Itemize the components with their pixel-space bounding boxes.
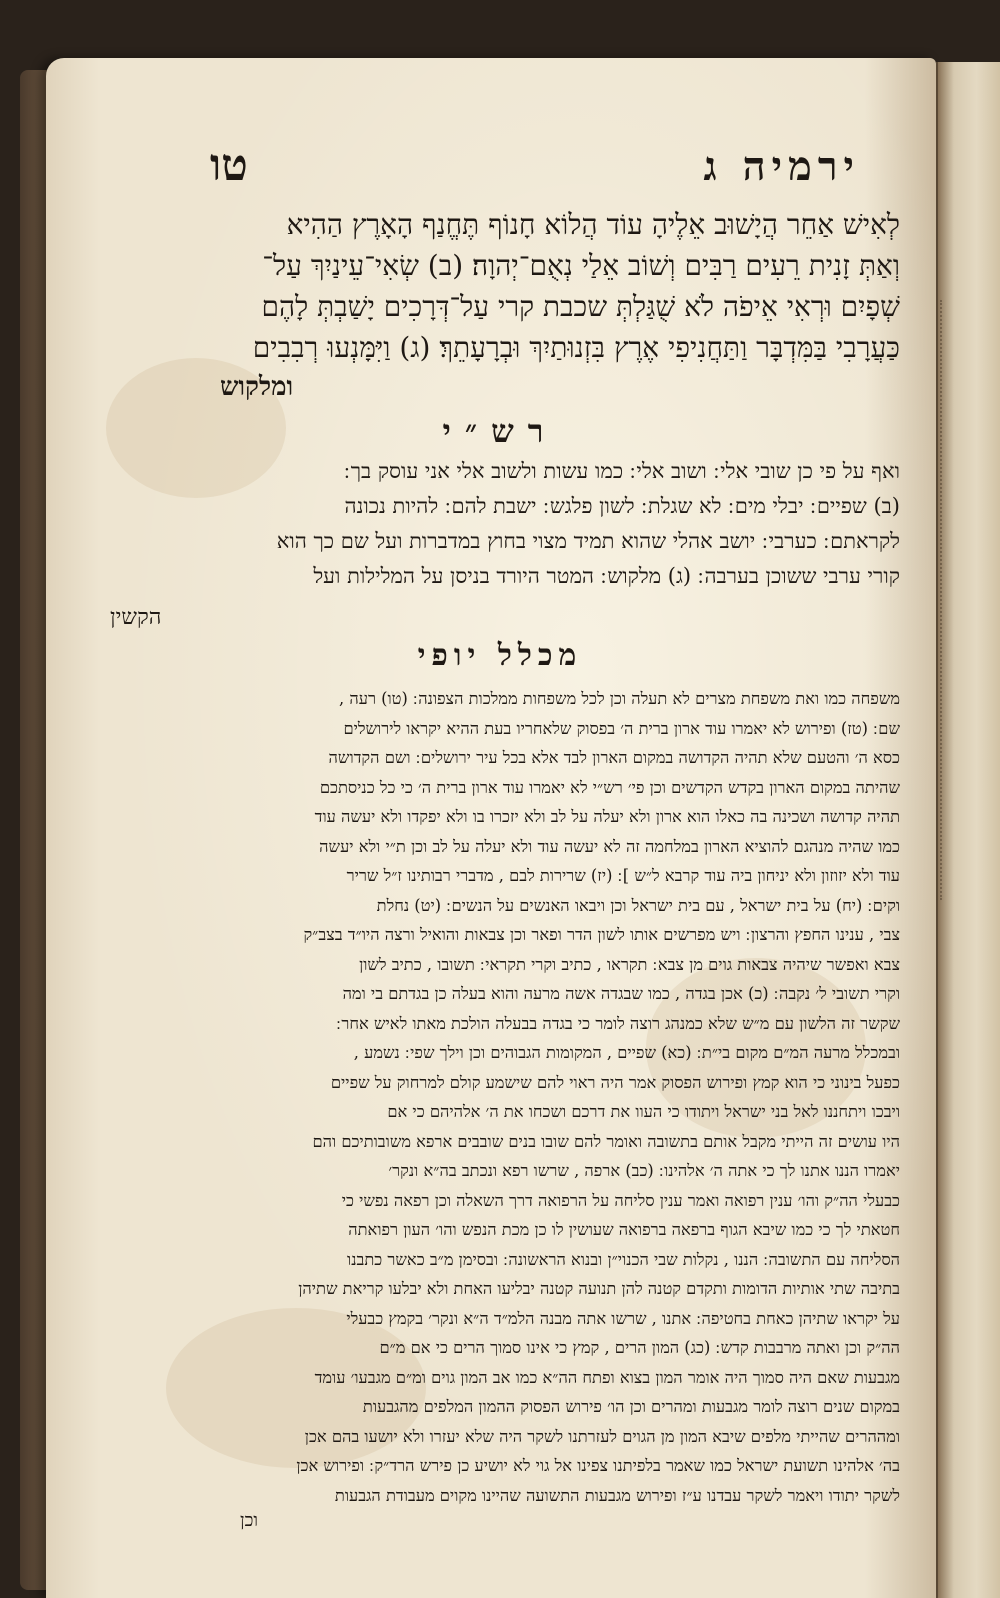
commentary-line: עוד ולא יזוזון ולא יניחון ביה עוד קרבא ל״ש ] ׃ (יז) שרירות לבם , מדברי רבותינו ז״ל שריר (346, 866, 900, 885)
commentary-line: בה׳ אלהינו תשועת ישראל כמו שאמר בלפיתנו צפינו אל גוי לא יושיע כן פירש הרד״ק ׃ ופירוש אכן (296, 1456, 900, 1475)
commentary-line: משפחה כמו ואת משפחת מצרים לא תעלה וכן לכל משפחות ממלכות הצפונה ׃ (טו) רעה , (339, 689, 900, 708)
rashi-line: לקראתם ׃ כערבי ׃ יושב אהלי שהוא תמיד מצוי בחוץ במדברות ועל שם כך הוא (276, 529, 900, 553)
commentary-line: תהיה קדושה ושכינה בה כאלו הוא ארון ולא יעלה על לב ולא יזכרו בו ולא יפקדו ולא יעשה עוד (314, 807, 900, 826)
commentary-line: ומההרים שהייתי מלפים שיבא המון מן הגוים לעזרתנו לשקר היה שלא יעזרו ולא יושעו בהם אכן (304, 1426, 900, 1446)
page-content (100, 140, 900, 1538)
commentary-line: כסא ה׳ והטעם שלא תהיה הקדושה במקום הארון לבד אלא בכל עיר ירושלים ׃ ושם הקדושה (328, 748, 900, 767)
commentary-line: כמו שהיה מנהגם להוציא הארון במלחמה זה לא יעשה עוד ולא יעלה על לב וכן ת״י ולא יעשה (319, 836, 900, 856)
verse-catchword: ומלקוש (220, 372, 294, 402)
commentary-line: על יקראו שתיהן כאחת בחטיפה ׃ אתנו , שרשו אתה מבנה הלמ״ד ה״א ונקר׳ בקמץ כבעלי (346, 1308, 900, 1328)
verse-line: כַּעֲרָבִי בַּמִּדְבָּר וַתַּחֲנִיפִי אֶרֶץ בִּזְנוּתַיִךְ וּבְרָעָתֵךְ׃ (ג) וַיִּמָּנְעוּ רְבִבִים (252, 331, 900, 364)
rashi-line: קורי ערבי ששוכן בערבה ׃ (ג) מלקוש ׃ המטר היורד בניסן על המלילות ועל (313, 564, 900, 588)
commentary-line: מגבעות שאם היה סמוך היה אומר המון בצוא ופתח הה״א כמו אב המון גוים ומ״ם מגבעו׳ עומד (314, 1367, 900, 1387)
michlal-yofi-commentary (100, 684, 900, 1510)
page-number: טו (210, 140, 248, 191)
commentary-line: צבי , ענינו החפץ והרצון ׃ ויש מפרשים אותו לשון הדר ופאר וכן צבאות והואיל ורצה היו״ד בצב״ק (303, 925, 900, 944)
commentary-line: ויבכו ויתחננו לאל בני ישראל ויתודו כי העוו את דרכם ושכחו את ה׳ אלהיהם כי אם (387, 1102, 900, 1121)
commentary-line: יאמרו הננו אתנו לך כי אתה ה׳ אלהינו ׃ (כב) ארפה , שרשו רפא ונכתב בה״א ונקר׳ (388, 1161, 900, 1180)
verse-line: וְאַתְּ זָנִית רֵעִים רַבִּים וְשׁוֹב אֵלַי נְאֻם־יְהוָה׃ (ב) שְׂאִי־עֵינַיִךְ עַל־ (262, 249, 900, 282)
rashi-commentary (100, 454, 900, 604)
commentary-line: צבא ואפשר שיהיה צבאות גוים מן צבא ׃ תקראו , כתיב וקרי תקראי ׃ תשובו , כתיב לשון (359, 954, 900, 974)
rashi-title: רש״י (442, 412, 558, 450)
commentary-line: היו עושים זה הייתי מקבל אותם בתשובה ואומר להם שובו בנים שובבים ארפא משובותיכם והם (312, 1131, 900, 1151)
page-edge-marks (940, 300, 950, 900)
rashi-line: (ב) שפיים ׃ יבלי מים ׃ לא שגלת ׃ לשון פלגש ׃ ישבת להם ׃ להיות נכונה (344, 494, 900, 518)
rashi-catchword: הקשין (110, 605, 162, 630)
commentary-line: לשקר יתודו ויאמר לשקר עבדנו ע״ז ופירוש מגבעות התשועה שהיינו מקוים מעבודת הגבעות (334, 1485, 900, 1505)
commentary-line: הסליחה עם התשובה ׃ הננו , נקלות שבי הכנוי״ן ובנוא הראשונה ׃ ובסימן מ״ב כאשר כתבנו (347, 1249, 900, 1269)
running-head: ירמיה ג (703, 143, 860, 190)
commentary-catchword: וכן (240, 1510, 258, 1531)
commentary-line: שקשר זה הלשון עם מ״ש שלא כמנהג רוצה לומר כי בגדה בבעלה הולכת מאתו לאיש אחר ׃ (336, 1013, 900, 1033)
commentary-line: חטאתי לך כי כמו שיבא הגוף ברפאה ברפואה שעושין לו כן מכת הנפש והו׳ העון רפואתה (348, 1220, 900, 1239)
commentary-line: בתיבה שתי אותיות הדומות ותקדם קטנה להן תנועה קטנה יבליעו האחת ולא יבלעו קריאת שתיהן (298, 1279, 900, 1298)
commentary-line: שם ׃ (טז) ופירוש לא יאמרו עוד ארון ברית ה׳ בפסוק שלאחריו בעת ההיא יקראו לירושלים (343, 718, 900, 738)
commentary-line: כבעלי הה״ק והו׳ ענין רפואה ואמר ענין סליחה על הרפואה דרך השאלה וכן רפאה נפשי כי (341, 1190, 900, 1210)
page-header (100, 140, 900, 196)
verse-line: לְאִישׁ אַחֵר הֲיָשׁוּב אֵלֶיהָ עוֹד הֲלוֹא חָנוֹף תֶּחֱנַף הָאָרֶץ הַהִיא (286, 208, 900, 241)
verse-line: שְׁפָיִם וּרְאִי אֵיפֹה לֹא שֻׁגַּלְתְּ שכבת קרי עַל־דְּרָכִים יָשַׁבְתְּ לָהֶם (261, 290, 900, 323)
commentary-line: ובמכלל מרעה המ״ם מקום בי״ת ׃ (כא) שפיים , המקומות הגבוהים וכן וילך שפי ׃ נשמע , (353, 1043, 900, 1062)
commentary-line: וקים ׃ (יח) על בית ישראל , עם בית ישראל וכן ויבאו האנשים על הנשים ׃ (יט) נחלת (376, 895, 900, 915)
commentary-line: וקרי תשובי ל׳ נקבה ׃ (כ) אכן בגדה , כמו שבגדה אשה מרעה והוא בעלה כן בגדתם בי ומה (342, 984, 900, 1003)
commentary-line: הה״ק וכן ואתה מרבבות קדש ׃ (כג) המון הרים , קמץ כי אינו סמוך הרים כי אם מ״ם (379, 1338, 900, 1357)
commentary-line: שהיתה במקום הארון בקדש הקדשים וכן פי׳ רש״י לא יאמרו עוד ארון ברית ה׳ כי כל כניסתכם (319, 777, 900, 797)
rashi-line: ואף על פי כן שובי אלי ׃ ושוב אלי ׃ כמו עשות ולשוב אלי אני עוסק בך ׃ (344, 459, 900, 483)
commentary-line: כפעל בינוני כי הוא קמץ ופירוש הפסוק אמר היה ראוי להם שישמע קולם למרחוק על שפיים (330, 1072, 900, 1092)
commentary-line: במקום שנים רוצה לומר מגבעות ומהרים וכן הו׳ פירוש הפסוק ההמון המלפים מהגבעות (362, 1397, 900, 1416)
biblical-text (100, 204, 900, 372)
commentary-title: מכלל יופי (417, 638, 583, 673)
